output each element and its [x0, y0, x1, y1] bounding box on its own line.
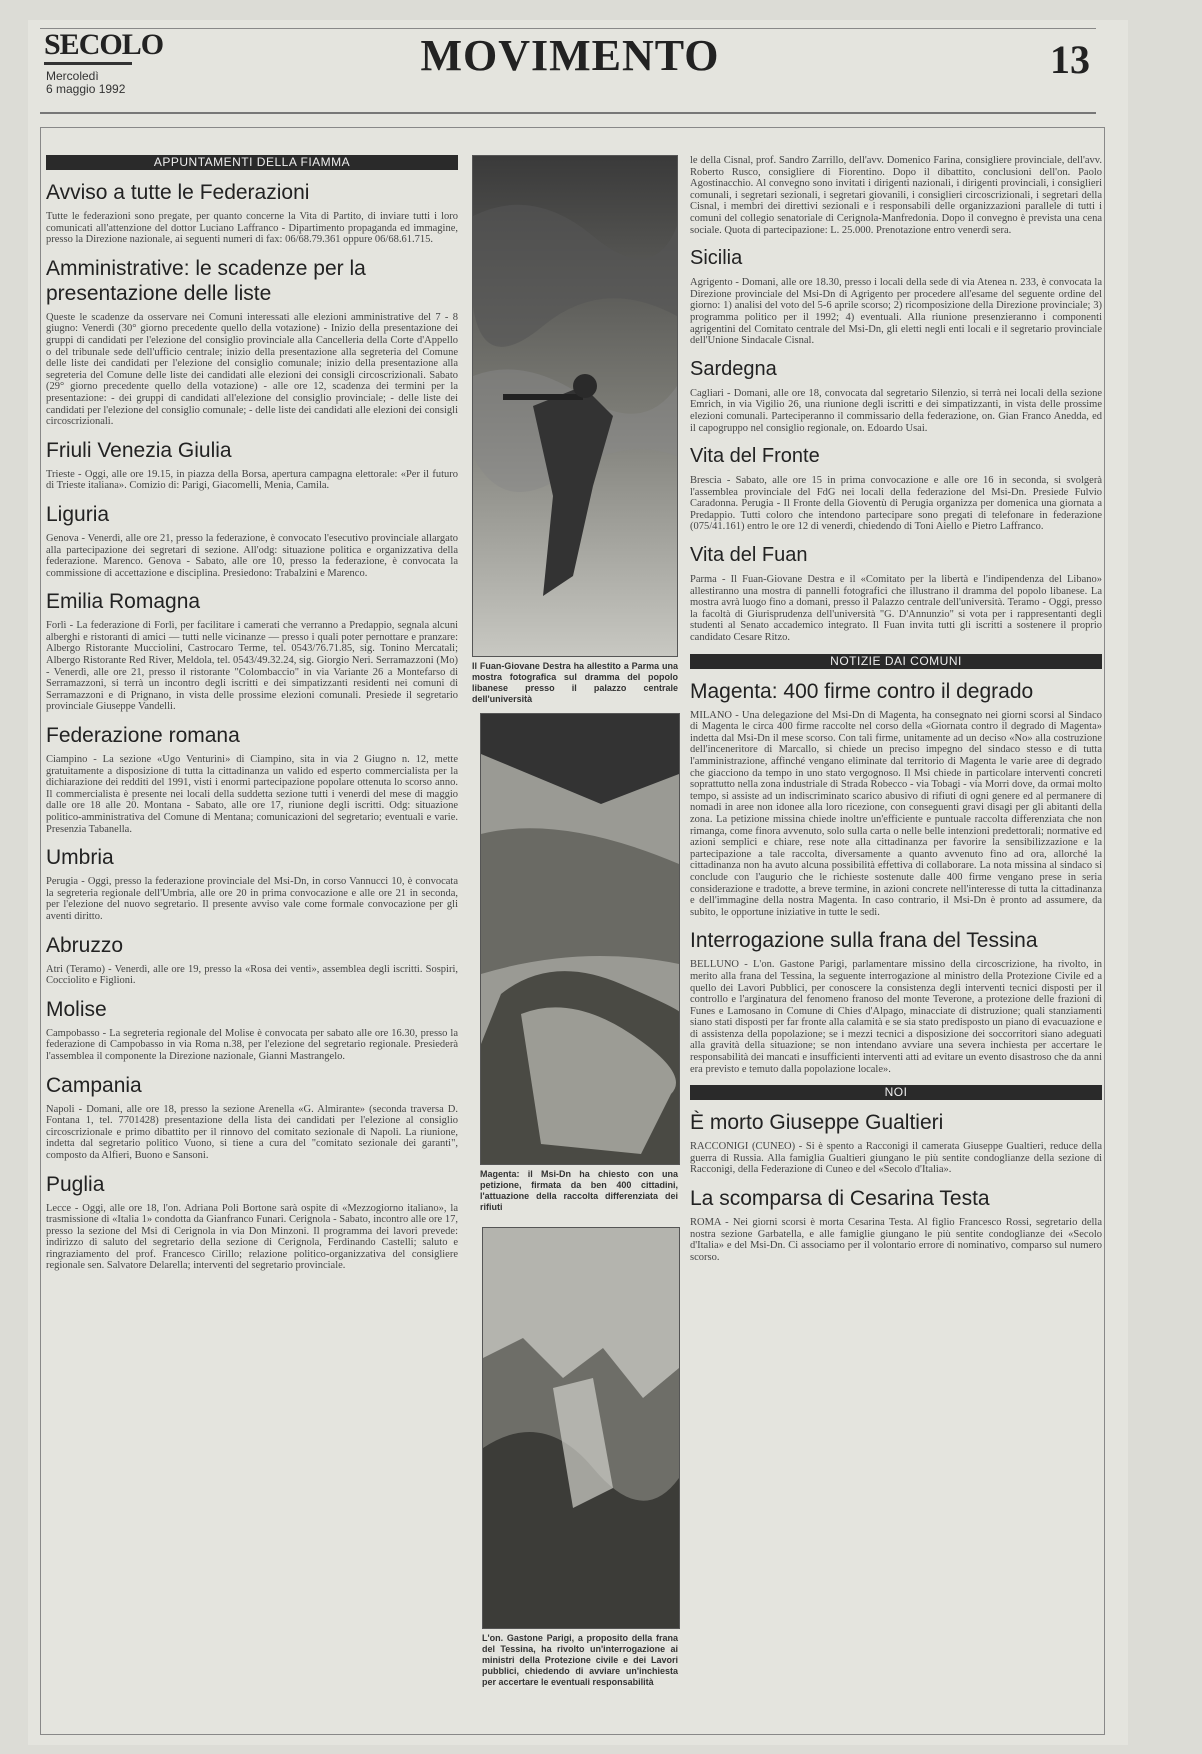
article-title: Magenta: 400 firme contro il degrado — [690, 679, 1034, 703]
photo-landslide — [482, 1227, 680, 1629]
article-title: Avviso a tutte le Federazioni — [46, 181, 310, 204]
article-title: Friuli Venezia Giulia — [46, 438, 232, 462]
column-right — [690, 155, 1102, 1269]
article-body: RACCONIGI (CUNEO) - Si è spento a Racconigi il camerata Giuseppe Gualtieri, reduce della guerra di Russia. Alla famiglia Gualtieri giungano le più sentite condoglianze della sezione di Racconigi, della Federazione di Cuneo e del «Secolo d'Italia». — [690, 1141, 1102, 1176]
article-title: Sicilia — [690, 247, 743, 270]
photo-soldier — [472, 155, 678, 657]
article-title: Vita del Fronte — [690, 445, 820, 468]
article-body: Perugia - Oggi, presso la federazione provinciale del Msi-Dn, in corso Vannucci 10, è convocata la segreteria regionale dell'Umbria, alle ore 20 in prima convocazione e alle ore 21 in seconda, per l'elezione del nuovo segretario. Il presente avviso vale come formale convocazione per gli aventi diritto. — [46, 876, 458, 922]
article-body: Tutte le federazioni sono pregate, per quanto concerne la Vita di Partito, di inviare tutti i loro comunicati all'attenzione del dottor Luciano Laffranco - Dipartimento propaganda ed immagine, presso la Direzione nazionale, ai seguenti numeri di fax: 06/68.79.361 oppure 06/68.61.715. — [46, 211, 458, 246]
article-title: Liguria — [46, 502, 110, 526]
column-left — [46, 155, 458, 1278]
article-title: Federazione romana — [46, 724, 240, 748]
article-body: ROMA - Nei giorni scorsi è morta Cesarina Testa. Al figlio Francesco Rossi, segretario della nostra sezione Garbatella, e alle famiglie giungano le più sentite condoglianze dei «Secolo d'Italia» e del Msi-Dn. Ci associamo per il volontario errore di nominativo, comparso sul numero scorso. — [690, 1217, 1102, 1263]
article-title: Puglia — [46, 1172, 105, 1196]
article-intro-continued: le della Cisnal, prof. Sandro Zarrillo, dell'avv. Domenico Farina, consigliere provinciale, dell'avv. Roberto Rusco, consigliere di Fiorentino. Dopo il dibattito, conclusioni dell'on. Paolo Agostinacchio. Al convegno sono invitati i dirigenti nazionali, i dirigenti provinciali, i consiglieri comunali, i segretari sezionali, i segretari giovanili, i consiglieri circoscrizionali, i segretari della Cisnal, i membri dei direttivi sezionali e i responsabili delle organizzazioni parallele di tutti i comuni del collegio senatoriale di Cerignola-Manfredonia. Dopo il convegno è prevista una cena sociale. Quota di partecipazione: L. 25.000. Prenotazione entro venerdì sera. — [690, 155, 1102, 236]
banner-appuntamenti: APPUNTAMENTI DELLA FIAMMA — [46, 155, 458, 170]
article-title: Sardegna — [690, 357, 777, 380]
article-body: Parma - Il Fuan-Giovane Destra e il «Comitato per la libertà e l'indipendenza del Libano» allestiranno una mostra di pannelli fotografici che illustrano il dramma del popolo libanese. La mostra avrà luogo fino a domani, presso il Palazzo centrale dell'università. Teramo - Oggi, presso la facoltà di Giurisprudenza dell'università "G. D'Annunzio" si vota per i rappresentanti degli studenti al Senato accademico integrato. Il Fuan invita tutti gli iscritti a sostenere il proprio candidato Cesare Ritzo. — [690, 574, 1102, 644]
article-title: Vita del Fuan — [690, 544, 808, 567]
article-body: Lecce - Oggi, alle ore 18, l'on. Adriana Poli Bortone sarà ospite di «Mezzogiorno italiano», la trasmissione di «Italia 1» condotta da Gianfranco Funari. Cerignola - Sabato, incontro alle ore 17, presso la sezione del Msi di Cerignola in via Don Minzoni. Il programma dei lavori prevede: indirizzo di saluto del segretario della sezione di Cerignola, Ferdinando Castelli; saluto e ringraziamento del prof. Francesco Cirillo; relazione politico-organizzativa del consigliere regionale sen. Salvatore Delarella; interventi del segretario provinciale. — [46, 1202, 458, 1272]
article-body: Queste le scadenze da osservare nei Comuni interessati alle elezioni amministrative del 7 - 8 giugno: Venerdì (30° giorno precedente quello della votazione) - Inizio della presentazione dei gruppi di candidati per l'elezione del consiglio provinciale alla Cancelleria della Corte d'Appello o del tribunale sede dell'ufficio centrale; inizio della presentazione alla segreteria del Comune delle liste dei candidati per l'elezione del consiglio comunale; inizio della presentazione alla segreteria del Comune delle liste dei candidati alle elezioni dei consigli circoscrizionali. Sabato (29° giorno precedente quello della votazione) - alle ore 12, scadenza dei termini per la presentazione: - dei gruppi di candidati all'elezione del consiglio provinciale; - delle liste dei candidati per l'elezione del consiglio comunale; - delle liste dei candidati alle elezioni dei consigli circoscrizionali. — [46, 311, 458, 428]
article-title: Abruzzo — [46, 933, 124, 957]
article-body: Cagliari - Domani, alle ore 18, convocata dal segretario Silenzio, si terrà nei locali della sezione Emrich, in via Vigilio 26, una riunione degli iscritti e dei simpatizzanti, in vista delle prossime elezioni comunali. Parteciperanno il commissario della federazione, on. Gian Franco Anedda, ed il capogruppo nel consiglio regionale, on. Edoardo Usai. — [690, 387, 1102, 434]
column-photos — [472, 155, 678, 1688]
article-body: Napoli - Domani, alle ore 18, presso la sezione Arenella «G. Almirante» (seconda traversa D. Fontana 1, tel. 7701428) presentazione della lista dei candidati per l'elezione al consiglio circoscrizionale e primo dibattito per il rinnovo del comitato sezionale di Napoli. La riunione, indetta dal segretario politico Vuono, si tiene a cura del "comitato sezionale dei garanti", composto da Alfieri, Buono e Sansoni. — [46, 1103, 458, 1161]
article-body: MILANO - Una delegazione del Msi-Dn di Magenta, ha consegnato nei giorni scorsi al Sindaco di Magenta le circa 400 firme raccolte nel corso della «Giornata contro il degrado di Magenta» indetta dal Msi-Dn il mese scorso. Con tali firme, unitamente ad un deciso «No» alla costruzione dell'inceneritore di Marcallo, si chiede un preciso impegno del sindaco stesso e di tutta l'amministrazione, affinché vengano eliminate dal territorio di Magenta le varie aree di degrado che giacciono da tempo in uno stato vergognoso. Il Msi chiede in particolare interventi concreti soprattutto nella zona industriale di Strada Robecco - via Tobagi - via Morri dove, da ormai molto tempo, si assiste ad un indiscriminato scarico abusivo di rifiuti di ogni genere ed al permanere di nomadi in aree non idonee alla loro ricezione, con conseguenti gravi disagi per gli abitanti della zona. La petizione missina chiede inoltre un'efficiente e puntuale raccolta differenziata che non rimanga, come finora avvenuto, solo sulla carta o nelle belle intenzioni predettorali; normative ed azioni semplici e chiare, rese note alla cittadinanza per favorire la sensibilizzazione e la partecipazione a tale raccolta, diversamente a quanto avvenuto fino ad ora, allorché la cittadinanza non ha avuto alcuna possibilità effettiva di collaborare. La nota missina al sindaco si conclude con l'augurio che le richieste sostenute dalle 400 firme vengano prese in seria considerazione e tradotte, a breve termine, in azioni concrete nell'interesse di tutta la cittadinanza e dell'immagine della nostra Magenta. In caso contrario, il Msi-Dn è pronto ad assumere, da subito, le opportune iniziative in tutte le sedi. — [690, 709, 1102, 918]
banner-notizie-comuni: NOTIZIE DAI COMUNI — [690, 654, 1102, 669]
article-title: Amministrative: le scadenze per la presentazione delle liste — [46, 256, 366, 305]
header-rule — [40, 112, 1096, 114]
article-body: Forlì - La federazione di Forlì, per facilitare i camerati che verranno a Predappio, segnala alcuni alberghi e ristoranti di amici — tutti nelle vicinanze — presso i quali poter pernottare e pranzare: Albergo Ristorante Mucciolini, Castrocaro Terme, tel. 0543/76.71.85, sig. Tonino Mercatali; Albergo Ristorante Red River, Meldola, tel. 0543/49.32.24, sig. Giorgio Neri. Serramazzoni (Mo) - Venerdì, alle ore 21, presso il ristorante "Colombaccio" in via Variante 26 a Montefarso di Serramazzoni, si terrà un incontro degli iscritti e dei simpatizzanti residenti nei comuni di Serramazzoni e di Prignano, in vista delle prossime elezioni comunali. Presiede il segretario provinciale Giuseppe Vandelli. — [46, 620, 458, 713]
photo-magenta — [480, 713, 680, 1165]
article-body: Atri (Teramo) - Venerdì, alle ore 19, presso la «Rosa dei venti», assemblea degli iscritti. Sospiri, Cocciolito e Figlioni. — [46, 963, 458, 987]
article-title: Emilia Romagna — [46, 590, 201, 614]
article-body: Ciampino - La sezione «Ugo Venturini» di Ciampino, sita in via 2 Giugno n. 12, mette gratuitamente a disposizione di tutta la cittadinanza un valido ed esperto commercialista per la dichiarazione dei redditi del 1991, visti i enormi partecipazione popolare ottenuta lo scorso anno. Il commercialista è presente nei locali della suddetta sezione tutti i venerdì del mese di maggio dalle ore 18 alle 20. Montana - Sabato, alle ore 17, riunione degli iscritti. Odg: situazione politico-amministrativa del Comune di Mentana; comunicazioni del segretario; eventuali e varie. Presenzia Tabanella. — [46, 754, 458, 835]
masthead-date — [46, 70, 125, 96]
photo-caption-2: Magenta: il Msi-Dn ha chiesto con una petizione, firmata da ben 400 cittadini, l'attuazione della raccolta differenziata dei rifiuti — [480, 1169, 678, 1212]
article-body: Brescia - Sabato, alle ore 15 in prima convocazione e alle ore 16 in seconda, si svolgerà l'assemblea provinciale del FdG nei locali della federazione del Msi-Dn. Presiede Fulvio Caradonna. Perugia - Il Fronte della Gioventù di Perugia organizza per domenica una giornata a Predappio. Tutti coloro che intendono partecipare sono pregati di telefonare in federazione (075/41.161) entro le ore 12 di venerdì, chiedendo di Toni Aiello e Pietro Laffranco. — [690, 475, 1102, 533]
article-body: Trieste - Oggi, alle ore 19.15, in piazza della Borsa, apertura campagna elettorale: «Per il futuro di Trieste italiana». Comizio di: Parigi, Giacomelli, Menia, Camila. — [46, 468, 458, 492]
article-title: Umbria — [46, 846, 114, 870]
article-body: Campobasso - La segreteria regionale del Molise è convocata per sabato alle ore 16.30, presso la federazione di Campobasso in via Roma n.38, per l'elezione del segretario regionale. Presiederà l'assemblea il componente la Direzione nazionale, Gianni Mastrangelo. — [46, 1027, 458, 1062]
section-title: MOVIMENTO — [420, 31, 720, 80]
article-body: Agrigento - Domani, alle ore 18.30, presso i locali della sede di via Atenea n. 233, è convocata la Direzione provinciale del Msi-Dn di Agrigento per procedere all'esame del seguente ordine del giorno: 1) analisi del voto del 5-6 aprile scorso; 2) ricomposizione della Direzione provinciale; 3) programma politico per il 1992; 4) eventuali. Alla riunione presenzieranno i componenti agrigentini del Comitato centrale del Msi-Dn, gli eletti negli enti locali e il segretario provinciale dell'Unione Sindacale Cisnal. — [690, 277, 1102, 347]
article-body: BELLUNO - L'on. Gastone Parigi, parlamentare missino della circoscrizione, ha rivolto, in merito alla frana del Tessina, la seguente interrogazione al ministro della Protezione Civile ed a quello dei Lavori Pubblici, per conoscere la consistenza degli interventi tecnici disposti per il controllo e l'arginatura del fenomeno franoso del monte Teverone, a protezione delle frazioni di Funes e Lamosano in Comune di Chies d'Alpago, minacciate di distruzione; quali stanziamenti siano stati disposti per far fronte alla calamità e se sia stato predisposto un piano di evacuazione e di assistenza della popolazione; se i mezzi tecnici a disposizione dei soccorritori siano adeguati alla gravità della situazione; se non intendano avviare una severa inchiesta per accertare le responsabilità dei mancati e insufficienti interventi atti ad evitare un evento disastroso che da anni era previsto e temuto dalla popolazione locale». — [690, 959, 1102, 1075]
article-title: Campania — [46, 1073, 142, 1097]
masthead-logo: SECOLO — [44, 28, 163, 65]
banner-noi: NOI — [690, 1085, 1102, 1100]
photo-caption-3: L'on. Gastone Parigi, a proposito della frana del Tessina, ha rivolto un'interrogazione ai ministri della Protezione civile e dei Lavori pubblici, chiedendo di avviare un'inchiesta per accertare le eventuali responsabilità — [482, 1633, 678, 1687]
article-title: È morto Giuseppe Gualtieri — [690, 1111, 944, 1135]
masthead-day: Mercoledì — [46, 69, 99, 83]
article-title: La scomparsa di Cesarina Testa — [690, 1187, 990, 1211]
article-body: Genova - Venerdì, alle ore 21, presso la federazione, è convocato l'esecutivo provinciale allargato alla partecipazione dei segretari di sezione. All'odg: situazione politica e organizzativa della federazione. Marenco. Genova - Sabato, alle ore 10, presso la federazione, è convocata la commissione di accettazione e disciplina. Presiedono: Trabalzini e Marenco. — [46, 532, 458, 579]
page-number: 13 — [1050, 37, 1090, 82]
top-rule — [40, 28, 1096, 29]
photo-caption-1: Il Fuan-Giovane Destra ha allestito a Parma una mostra fotografica sul dramma del popolo libanese presso il palazzo centrale dell'università — [472, 661, 678, 704]
article-title: Molise — [46, 997, 107, 1021]
masthead-date-text: 6 maggio 1992 — [46, 82, 126, 96]
article-title: Interrogazione sulla frana del Tessina — [690, 929, 1038, 953]
